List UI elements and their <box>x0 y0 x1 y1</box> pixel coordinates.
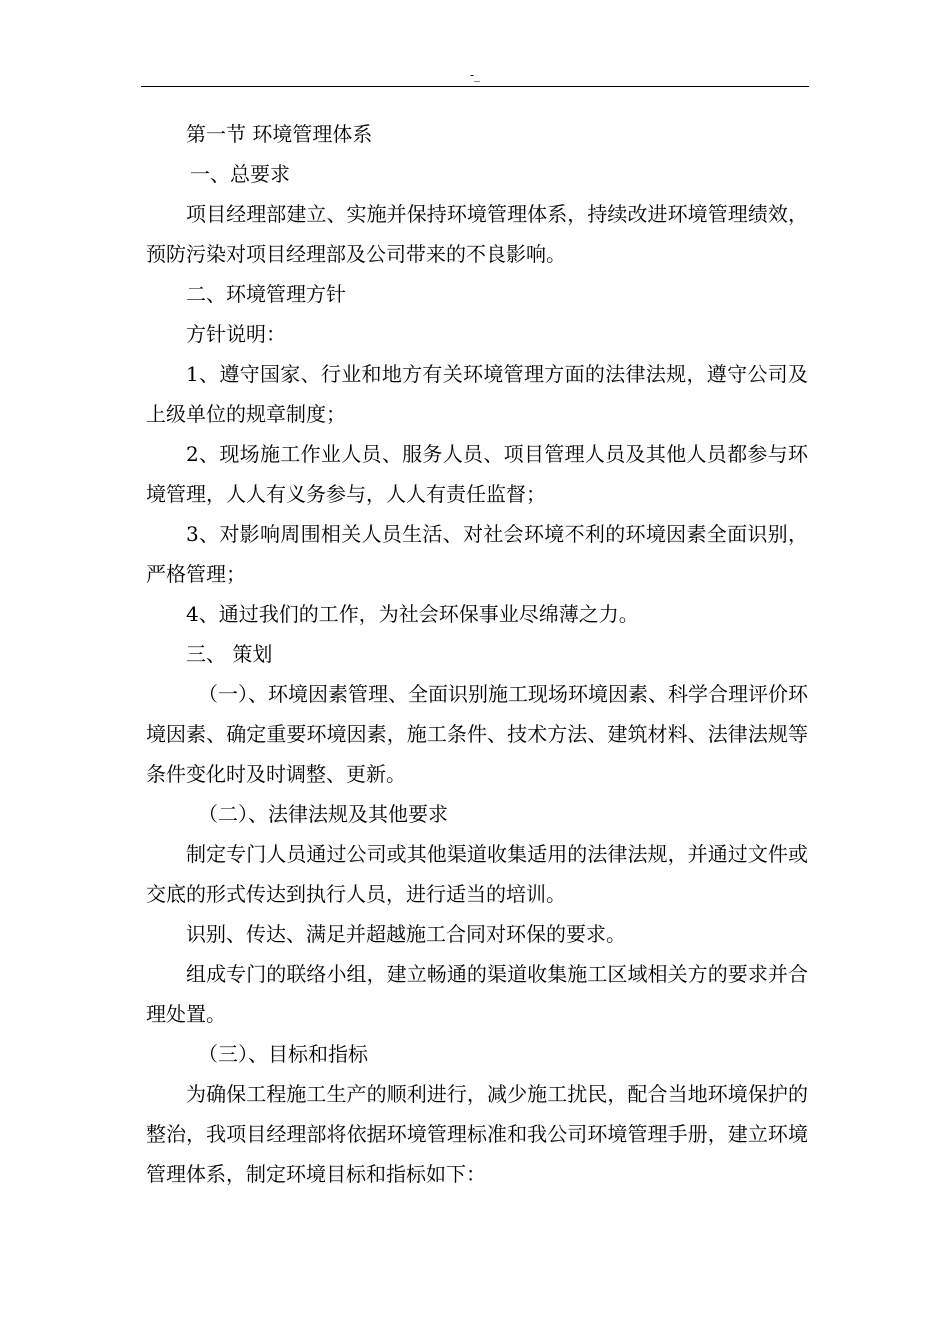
heading-objectives-targets: （三）、目标和指标 <box>198 1042 368 1066</box>
paragraph-general-requirements: 项目经理部建立、实施并保持环境管理体系，持续改进环境管理绩效，预防污染对项目经理部及公司带来的不良影响。 <box>146 202 808 266</box>
section-title: 第一节 环境管理体系 <box>186 122 373 146</box>
paragraph-objectives: 为确保工程施工生产的顺利进行，减少施工扰民，配合当地环境保护的整治，我项目经理部将依据环境管理标准和我公司环境管理手册，建立环境管理体系，制定环境目标和指标如下： <box>146 1082 808 1186</box>
policy-item-2: 2、现场施工作业人员、服务人员、项目管理人员及其他人员都参与环境管理，人人有义务参与，人人有责任监督； <box>146 442 808 506</box>
heading-general-requirements: 一、总要求 <box>190 162 290 186</box>
heading-laws-regulations: （二）、法律法规及其他要求 <box>198 802 448 826</box>
paragraph-liaison-group: 组成专门的联络小组，建立畅通的渠道收集施工区域相关方的要求并合理处置。 <box>146 962 808 1026</box>
paragraph-policy-intro: 方针说明： <box>186 322 286 346</box>
document-body <box>146 114 808 1194</box>
paragraph-laws-collection: 制定专门人员通过公司或其他渠道收集适用的法律法规，并通过文件或交底的形式传达到执行人员，进行适当的培训。 <box>146 842 808 906</box>
heading-planning: 三、 策划 <box>186 642 273 666</box>
policy-item-3: 3、对影响周围相关人员生活、对社会环境不利的环境因素全面识别，严格管理； <box>146 522 808 586</box>
paragraph-contract-requirements: 识别、传达、满足并超越施工合同对环保的要求。 <box>186 922 626 946</box>
header-rule <box>141 86 809 87</box>
paragraph-environmental-factors: （一）、环境因素管理、全面识别施工现场环境因素、科学合理评价环境因素、确定重要环境因素，施工条件、技术方法、建筑材料、法律法规等条件变化时及时调整、更新。 <box>146 682 808 786</box>
page-header-mark: -_ <box>469 68 481 82</box>
policy-item-1: 1、遵守国家、行业和地方有关环境管理方面的法律法规，遵守公司及上级单位的规章制度； <box>146 362 808 426</box>
policy-item-4: 4、通过我们的工作，为社会环保事业尽绵薄之力。 <box>186 602 639 626</box>
heading-policy: 二、环境管理方针 <box>186 282 346 306</box>
